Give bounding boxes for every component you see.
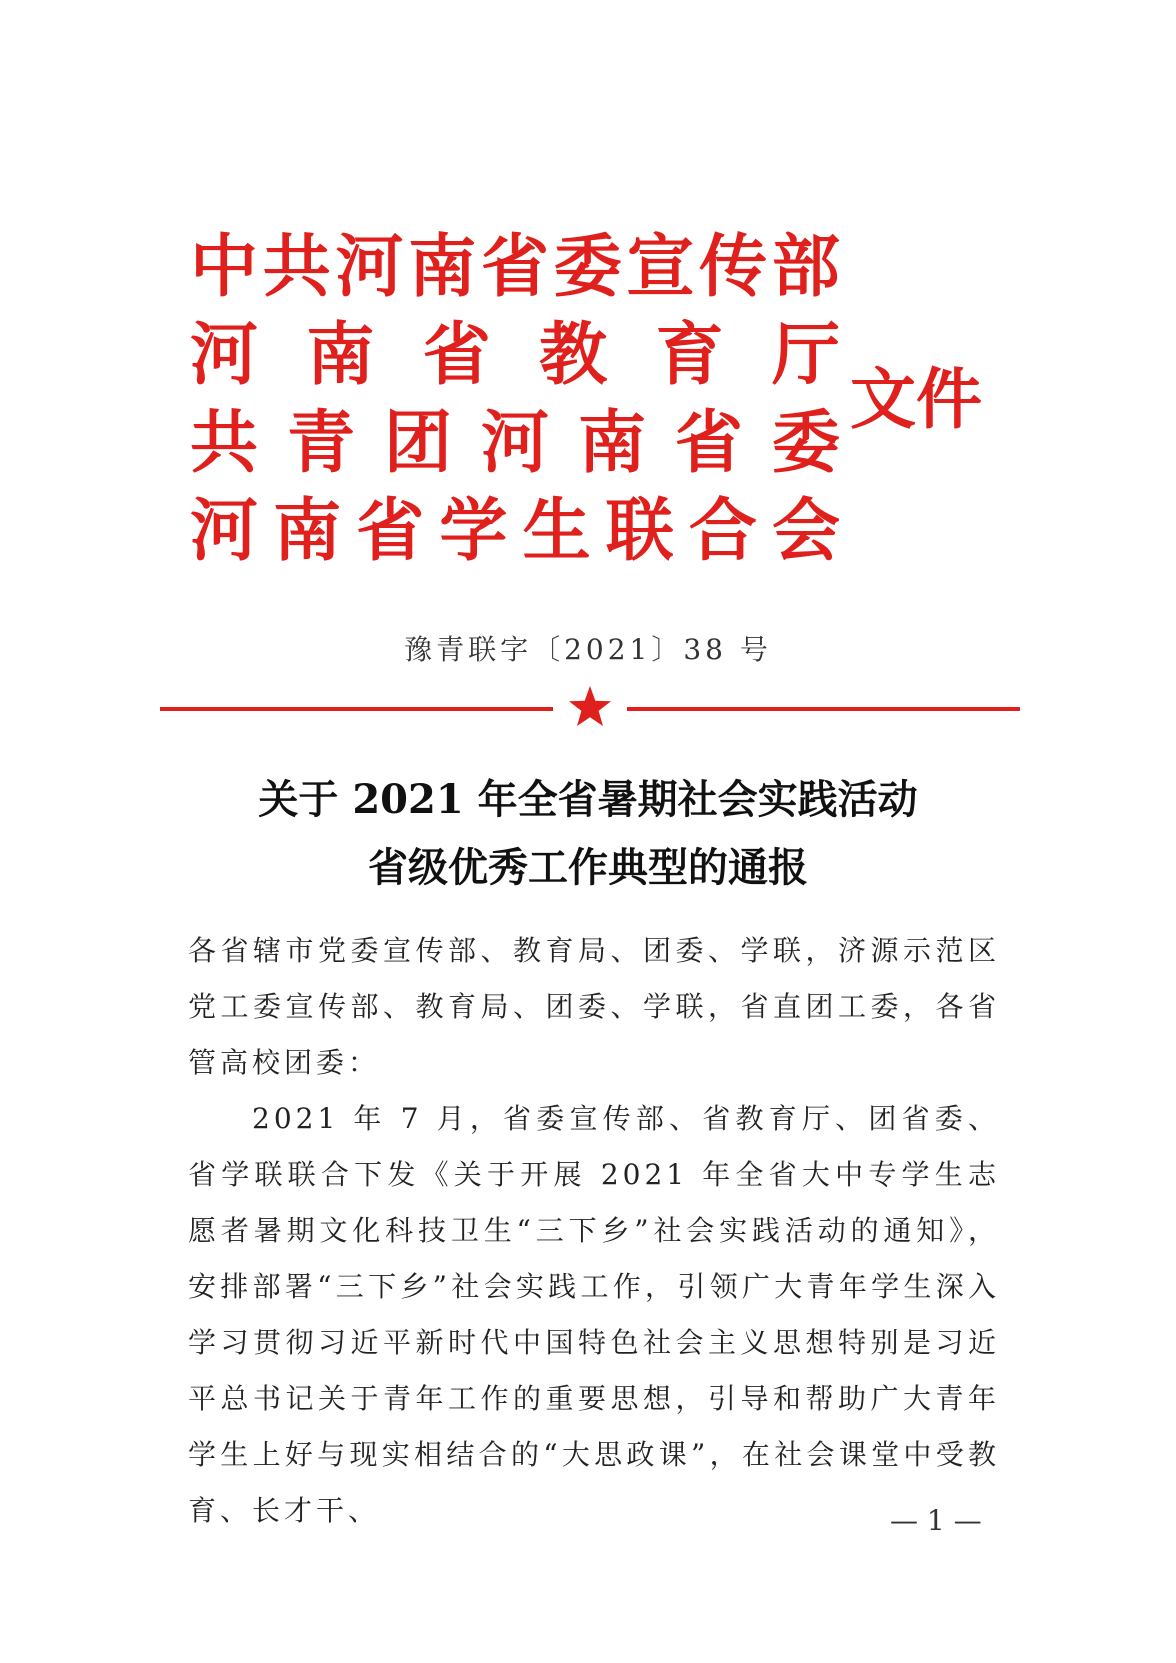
masthead-line-youth-league	[190, 404, 840, 484]
masthead-char: 育	[655, 316, 724, 395]
masthead-char: 部	[771, 228, 840, 307]
body-paragraph-1: 2021 年 7 月，省委宣传部、省教育厅、团省委、省学联联合下发《关于开展 2021 年全省大中专学生志愿者暑期文化科技卫生“三下乡”社会实践活动的通知》，安排部署“三下乡”社会实践工作，引领广大青年学生深入学习贯彻习近平新时代中国特色社会主义思想特别是习近平总书记关于青年工作的重要思想，引导和帮助广大青年学生上好与现实相结合的“大思政课”，在社会课堂中受教育、长才干、	[188, 1102, 1000, 1527]
masthead-char: 联	[605, 492, 674, 571]
masthead-line-propaganda-dept	[190, 228, 840, 308]
masthead-char: 学	[439, 492, 508, 571]
red-star-icon	[566, 684, 614, 732]
document-title-line2: 省级优秀工作典型的通报	[368, 844, 808, 891]
masthead-char: 传	[699, 228, 768, 307]
red-rule-right	[627, 707, 1020, 711]
masthead-char: 共	[190, 404, 259, 483]
masthead-char: 省	[356, 492, 425, 571]
masthead-char: 委	[553, 228, 622, 307]
masthead-char: 宣	[626, 228, 695, 307]
red-rule-left	[160, 707, 553, 711]
masthead-char: 合	[688, 492, 757, 571]
masthead-char: 省	[480, 228, 549, 307]
document-title-line1: 关于 2021 年全省暑期社会实践活动	[258, 776, 918, 823]
masthead-line-student-federation	[190, 492, 840, 572]
masthead-char: 河	[190, 316, 259, 395]
masthead-char: 教	[539, 316, 608, 395]
masthead-char: 中	[190, 228, 259, 307]
masthead-char: 委	[771, 404, 840, 483]
masthead-char: 河	[190, 492, 259, 571]
masthead-char: 南	[273, 492, 342, 571]
masthead-char: 生	[522, 492, 591, 571]
masthead-char: 青	[286, 404, 355, 483]
masthead-char: 河	[335, 228, 404, 307]
recipients-paragraph: 各省辖市党委宣传部、教育局、团委、学联，济源示范区党工委宣传部、教育局、团委、学联，省直团工委，各省管高校团委：	[188, 934, 1000, 1079]
masthead-char: 南	[306, 316, 375, 395]
document-number: 豫青联字〔2021〕38 号	[404, 633, 772, 666]
masthead-char: 会	[771, 492, 840, 571]
page-number: — 1 —	[890, 1504, 982, 1537]
masthead-char: 共	[262, 228, 331, 307]
masthead-doc-type: 文件	[850, 361, 982, 438]
masthead-char: 厅	[771, 316, 840, 395]
masthead-char: 河	[480, 404, 549, 483]
masthead-char: 省	[674, 404, 743, 483]
masthead-char: 南	[408, 228, 477, 307]
masthead-char: 南	[577, 404, 646, 483]
masthead-char: 团	[383, 404, 452, 483]
masthead-line-education-dept	[190, 316, 840, 396]
masthead-char: 省	[422, 316, 491, 395]
document-body	[188, 923, 1000, 1539]
